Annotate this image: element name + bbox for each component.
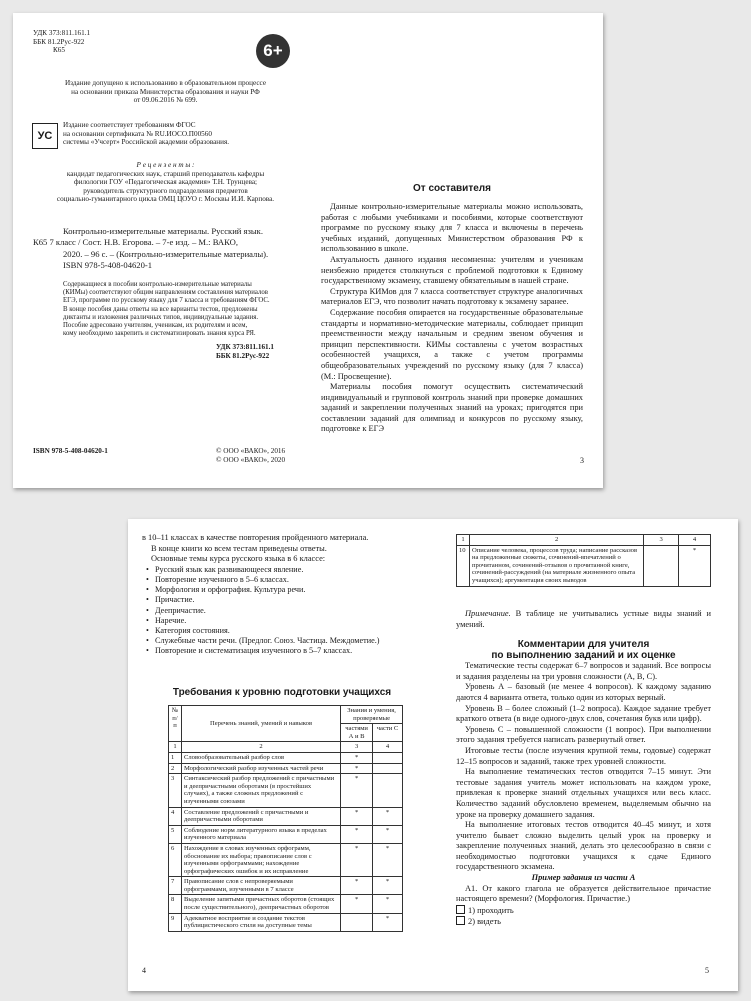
table-header-c: части С: [373, 724, 403, 742]
page4-text: в 10–11 классах в качестве повторения пройденного материала. В конце книги ко всем тестам приведены ответы. Основные темы курса русского языка в 6 классе: • Русский язык как развивающееся явление. • Повторение изученного в 5–6 классах. • Морфология и орфография. Культура речи. • Причастие. • Деепричастие. • Наречие. • Категория состояния. • Служебные части речи. (Предлог. Союз. Частица. Междометие.) • Повторение и систематизация изученного в 5–7 классах.: [142, 533, 422, 657]
table-header-ab: частями А и В: [341, 724, 373, 742]
page-number-4: 4: [142, 966, 146, 975]
uchsert-logo: УС: [32, 123, 58, 149]
list-item: • Морфология и орфография. Культура речи.: [155, 585, 422, 595]
list-item: • Наречие.: [155, 616, 422, 626]
bibliographic-record: Контрольно-измерительные материалы. Русский язык. К65 7 класс / Сост. Н.В. Егорова. – 7-е изд. – М.: ВАКО, 2020. – 96 с. – (Контрольно-измерительные материалы). ISBN 978-5-408-04620-1: [33, 226, 313, 272]
table-note: Примечание. В таблице не учитывались устные виды знаний и умений.: [456, 609, 711, 629]
table-row: 6 Нахождение в словах изученных орфограмм, обоснование их выбора; правописание слов с изученными орфограммами; нахождение орфографических ошибок и их исправление * *: [169, 843, 403, 876]
table-row: 9 Адекватное восприятие и создание текстов публицистического стиля на доступные темы *: [169, 913, 403, 931]
option-1: 1) проходить: [456, 905, 711, 917]
table-header-group: Знания и умения, проверяемые: [341, 706, 403, 724]
page-spread-top: [13, 13, 603, 488]
codes-repeat: УДК 373:811.161.1 ББК 81.2Рус-922: [216, 343, 275, 360]
page-spread-bottom: [128, 519, 738, 991]
reviewers-block: Р е ц е н з е н т ы : кандидат педагогических наук, старший преподаватель кафедры филологии ГОУ «Педагогическая академия» Т.Н. Трунцева; руководитель структурного подразделения предметов социально-гуманитарного цикла ОМЦ ЦОУО г. Москвы И.И. Карпова.: [28, 161, 303, 204]
example-title: Пример задания из части А: [531, 873, 636, 883]
list-item: • Категория состояния.: [155, 626, 422, 636]
table-row: 2 Морфологический разбор изученных частей речи *: [169, 763, 403, 774]
page5-text: Примечание. В таблице не учитывались устные виды знаний и умений. Комментарии для учителя по выполнению заданий и их оценке Тематические тесты содержат 6–7 вопросов и заданий. Все вопросы и задания разделены на три уровня сложности (А, В, С). Уровень А – базовый (не менее 4 вопросов). К каждому заданию даются 4 варианта ответа, только один из которых верный. Уровень В – более сложный (1–2 вопроса). Каждое задание требует краткого ответа (в виде одного-двух слов, сочетания букв или цифр). Уровень С – повышенной сложности (1 вопрос). При выполнении этого задания требуется написать развернутый ответ. Итоговые тесты (после изучения крупной темы, годовые) содержат 12–15 вопросов и заданий, также трех уровней сложности. На выполнение тематических тестов отводится 7–15 минут. Эти тестовые задания учитель может использовать на каждом уроке, привлекая к проверке знаний отдельных учащихся или весь класс. Количество заданий обусловлено временем, выделяемым обычно на уроке на проверку домашнего задания. На выполнение итоговых тестов отводится 40–45 минут, и хотя учителю бывает сложно выделить целый урок на проверку и закрепление полученных знаний, делать это целесообразно в связи с необходимостью подготовки учащихся к сдаче Единого государственного экзамена. Пример задания из части А А1. От какого глагола не образуется действительное причастие настоящего времени? (Морфология. Причастие.) 1) проходить 2) видеть: [456, 609, 711, 927]
foreword: От составителя Данные контрольно-измерительные материалы можно использовать, работая с любыми учебниками и пособиями, которые соответствуют программе по русскому языку для 7 класса и включены в перечень учебных изданий, допущенных Министерством образования РФ к использованию в школе. Актуальность данного издания несомненна: учителям и ученикам неизбежно придется столкнуться с проблемой подготовки к Единому государственному экзамену, ставшему обязательным в нашей стране. Структура КИМов для 7 класса соответствует структуре аналогичных материалов ЕГЭ, что позволит начать подготовку к экзамену заранее. Содержание пособия опирается на государственные образовательные стандарты и нормативно-методические материалы, соблюдает принцип преемственности между начальным и средним звеном обучения и принцип перспективности. КИМы составлены с учетом возрастных особенностей учащихся, а также с учетом программы общеобразовательных учреждений по русскому языку (для 7 класса) (М.: Просвещение). Материалы пособия помогут осуществить систематический индивидуальный и групповой контроль знаний при проверке домашних заданий и закреплении полученных знаний на уроках; пригодятся при составлении заданий для олимпиад и конкурсов по русскому языку, подготовке к ЕГЭ: [321, 183, 583, 434]
foreword-title: От составителя: [413, 183, 491, 194]
abstract-block: Содержащиеся в пособии контрольно-измерительные материалы (КИМы) соответствуют общим направлениям составления материалов ЕГЭ, программе по русскому языку для 7 класса и требованиям ФГОС. В конце пособия даны ответы на все варианты тестов, предложены диктанты и изложения различных типов, индивидуальные задания. Пособие адресовано учителям, ученикам, их родителям и всем, кому необходимо закрепить и систематизировать знания курса РЯ.: [63, 281, 270, 338]
checkbox-icon: [456, 916, 465, 925]
list-item: • Русский язык как развивающееся явление.: [155, 565, 422, 575]
table-row: 5 Соблюдение норм литературного языка в пределах изученного материала * *: [169, 825, 403, 843]
list-item: • Служебные части речи. (Предлог. Союз. Частица. Междометие.): [155, 636, 422, 646]
option-2: 2) видеть: [456, 916, 711, 928]
imprint-codes: [33, 29, 293, 55]
author-mark: К65: [53, 46, 65, 55]
approval-block: Издание допущено к использованию в образовательном процессе на основании приказа Министерства образования и науки РФ от 09.06.2016 № 699.: [64, 79, 267, 105]
topics-list: [142, 565, 422, 657]
checkbox-icon: [456, 905, 465, 914]
fgos-block: Издание соответствует требованиям ФГОС на основании сертификата № RU.ИОСО.П00560 системы «Учсерт» Российской академии образования.: [63, 121, 230, 147]
table-row: 1 Словообразовательный разбор слов *: [169, 752, 403, 763]
udk-code: УДК 373:811.161.1: [33, 29, 91, 37]
table-header-num: № п/п: [169, 706, 182, 742]
comments-title: Комментарии для учителя по выполнению заданий и их оценке: [491, 639, 676, 662]
table-header-list: Перечень знаний, умений и навыков: [181, 706, 340, 742]
list-item: • Причастие.: [155, 595, 422, 605]
age-rating-badge: 6+: [256, 34, 290, 68]
bbk-code: ББК 81.2Рус-922: [33, 37, 85, 46]
table-row: 7 Правописание слов с непроверяемыми орфограммами, изученными в 7 классе * *: [169, 877, 403, 895]
reviewers-title: Р е ц е н з е н т ы :: [136, 161, 195, 169]
list-item: • Повторение изученного в 5–6 классах.: [155, 575, 422, 585]
table-row: 4 Составление предложений с причастными и деепричастными оборотами * *: [169, 807, 403, 825]
table-row: 3 Синтаксический разбор предложений с причастными и деепричастными оборотами (в простейших случаях), а также сложных предложений с изученными союзами *: [169, 774, 403, 807]
list-item: • Повторение и систематизация изученного в 5–7 классах.: [155, 646, 422, 656]
copyright-block: © ООО «ВАКО», 2016 © ООО «ВАКО», 2020: [216, 447, 286, 464]
table-row: 10 Описание человека, процессов труда; написание рассказов на предложенные сюжеты, сочинений-впечатлений о прочитанном, сочинений-отзывов о прочитанной книге, сочинений-рассуждений (на материале жизненного опыта учащихся); аргументация своих выводов *: [457, 545, 711, 586]
page-number-3: 3: [580, 456, 584, 465]
requirements-table: № п/п Перечень знаний, умений и навыков Знания и умения, проверяемые частями А и В части С 1 2 3 4 1 Словообразовательный разбор слов * 2 Морфологический разбор изученных частей речи * 3 Синтаксический разбор предложений с причастными и деепричастными оборотами (в простейших случаях), а также сложных предложений с изученными союзами * 4 Составление предложений с причастными и деепричастными оборотами * * 5 Соблюдение норм литературного языка в пределах изученного материала * * 6 Нахождение в словах изученных орфограмм, обоснование их выбора; правописание слов с изученными орфограммами; нахождение орфографических ошибок и их исправление * * 7 Правописание слов с непроверяемыми орфограммами, изученными в 7 классе * * 8 Выделение запятыми причастных оборотов (стоящих после существительного), деепричастных оборотов * * 9 Адекватное восприятие и создание текстов публицистического стиля на доступные темы *: [168, 705, 403, 932]
requirements-title: Требования к уровню подготовки учащихся: [172, 687, 392, 698]
isbn-bottom: ISBN 978-5-408-04620-1: [33, 447, 108, 455]
table-row: 8 Выделение запятыми причастных оборотов (стоящих после существительного), деепричастных оборотов * *: [169, 895, 403, 913]
list-item: • Деепричастие.: [155, 606, 422, 616]
page-number-5: 5: [705, 966, 709, 975]
requirements-table-continued: 1 2 3 4 10 Описание человека, процессов труда; написание рассказов на предложенные сюжеты, сочинений-впечатлений о прочитанном, сочинений-отзывов о прочитанной книге, сочинений-рассуждений (на материале жизненного опыта учащихся); аргументация своих выводов *: [456, 534, 711, 587]
question-a1: А1. От какого глагола не образуется действительное причастие настоящего времени? (Морфология. Причастие.): [456, 883, 711, 904]
isbn-top: ISBN 978-5-408-04620-1: [63, 260, 153, 271]
